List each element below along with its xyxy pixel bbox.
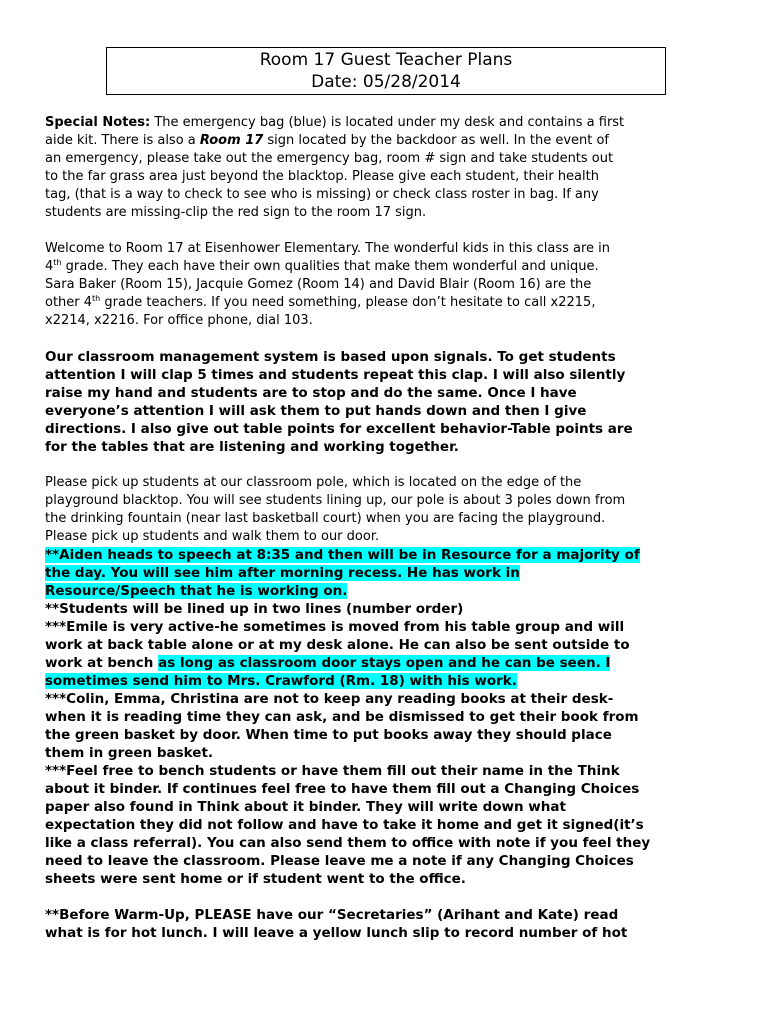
reading-line: ***Colin, Emma, Christina are not to keep any reading books at their desk- xyxy=(45,691,614,707)
aiden-line: Resource/Speech that he is working on. xyxy=(45,583,348,599)
room-17-emphasis: Room 17 xyxy=(199,133,264,148)
special-notes-line: an emergency, please take out the emergency bag, room # sign and take students out xyxy=(45,151,614,166)
welcome-line: Sara Baker (Room 15), Jacquie Gomez (Room 14) and David Blair (Room 16) are the xyxy=(45,277,592,292)
bench-line: paper also found in Think about it binder. They will write down what xyxy=(45,799,566,815)
pickup-line: Please pick up students and walk them to our door. xyxy=(45,529,380,544)
welcome-line: other 4th grade teachers. If you need something, please don’t hesitate to call x2215, xyxy=(45,294,596,310)
emile-line: work at bench as long as classroom door stays open and he can be seen. I xyxy=(45,655,611,671)
welcome-line: x2214, x2216. For office phone, dial 103. xyxy=(45,313,313,328)
management-line: Our classroom management system is based upon signals. To get students xyxy=(45,349,616,365)
aiden-note xyxy=(45,546,735,600)
management-line: attention I will clap 5 times and students repeat this clap. I will also silently xyxy=(45,367,626,383)
bench-line: like a class referral). You can also send them to office with note if you feel they xyxy=(45,835,651,851)
warmup-line: what is for hot lunch. I will leave a yellow lunch slip to record number of hot xyxy=(45,925,628,941)
management-section xyxy=(45,348,735,456)
special-notes-label: Special Notes: xyxy=(45,115,151,130)
management-line: directions. I also give out table points for excellent behavior-Table points are xyxy=(45,421,633,437)
welcome-section xyxy=(45,240,735,330)
bench-line: need to leave the classroom. Please leave me a note if any Changing Choices xyxy=(45,853,634,869)
management-line: raise my hand and students are to stop and do the same. Once I have xyxy=(45,385,577,401)
reading-note xyxy=(45,690,735,762)
reading-line: the green basket by door. When time to put books away they should place xyxy=(45,727,612,743)
special-notes-section xyxy=(45,114,735,222)
pickup-line: the drinking fountain (near last basketball court) when you are facing the playground. xyxy=(45,511,606,526)
welcome-line: Welcome to Room 17 at Eisenhower Elementary. The wonderful kids in this class are in xyxy=(45,241,611,256)
warmup-note xyxy=(45,906,735,942)
special-notes-line: students are missing-clip the red sign to the room 17 sign. xyxy=(45,205,427,220)
welcome-line: 4th grade. They each have their own qualities that make them wonderful and unique. xyxy=(45,258,599,274)
lined-up-note: **Students will be lined up in two lines (number order) xyxy=(45,601,464,617)
management-line: everyone’s attention I will ask them to put hands down and then I give xyxy=(45,403,587,419)
emile-line: work at back table alone or at my desk alone. He can also be sent outside to xyxy=(45,637,630,653)
title-box xyxy=(106,47,666,95)
pickup-line: Please pick up students at our classroom pole, which is located on the edge of the xyxy=(45,475,582,490)
pickup-line: playground blacktop. You will see students lining up, our pole is about 3 poles down from xyxy=(45,493,626,508)
special-notes-line: to the far grass area just beyond the blacktop. Please give each student, their health xyxy=(45,169,599,184)
special-notes-line: Special Notes: The emergency bag (blue) is located under my desk and contains a first xyxy=(45,115,625,130)
aiden-line: **Aiden heads to speech at 8:35 and then will be in Resource for a majority of xyxy=(45,547,640,563)
bench-line: about it binder. If continues feel free to have them fill out a Changing Choices xyxy=(45,781,640,797)
management-line: for the tables that are listening and working together. xyxy=(45,439,459,455)
page-date: Date: 05/28/2014 xyxy=(311,72,461,92)
bench-line: expectation they did not follow and have to take it home and get it signed(it’s xyxy=(45,817,644,833)
bench-note xyxy=(45,762,735,888)
bench-line: ***Feel free to bench students or have them fill out their name in the Think xyxy=(45,763,620,779)
emile-line: ***Emile is very active-he sometimes is moved from his table group and will xyxy=(45,619,625,635)
special-notes-line: aide kit. There is also a Room 17 sign located by the backdoor as well. In the event of xyxy=(45,133,610,148)
reading-line: when it is reading time they can ask, and be dismissed to get their book from xyxy=(45,709,639,725)
special-notes-line: tag, (that is a way to check to see who is missing) or check class roster in bag. If any xyxy=(45,187,599,202)
warmup-line: **Before Warm-Up, PLEASE have our “Secretaries” (Arihant and Kate) read xyxy=(45,907,619,923)
page-title: Room 17 Guest Teacher Plans xyxy=(259,50,513,70)
bench-line: sheets were sent home or if student went to the office. xyxy=(45,871,466,887)
pickup-section xyxy=(45,474,735,546)
emile-line: sometimes send him to Mrs. Crawford (Rm. 18) with his work. xyxy=(45,673,517,689)
reading-line: them in green basket. xyxy=(45,745,214,761)
emile-note xyxy=(45,618,735,690)
document-body xyxy=(45,114,735,942)
aiden-line: the day. You will see him after morning recess. He has work in xyxy=(45,565,520,581)
